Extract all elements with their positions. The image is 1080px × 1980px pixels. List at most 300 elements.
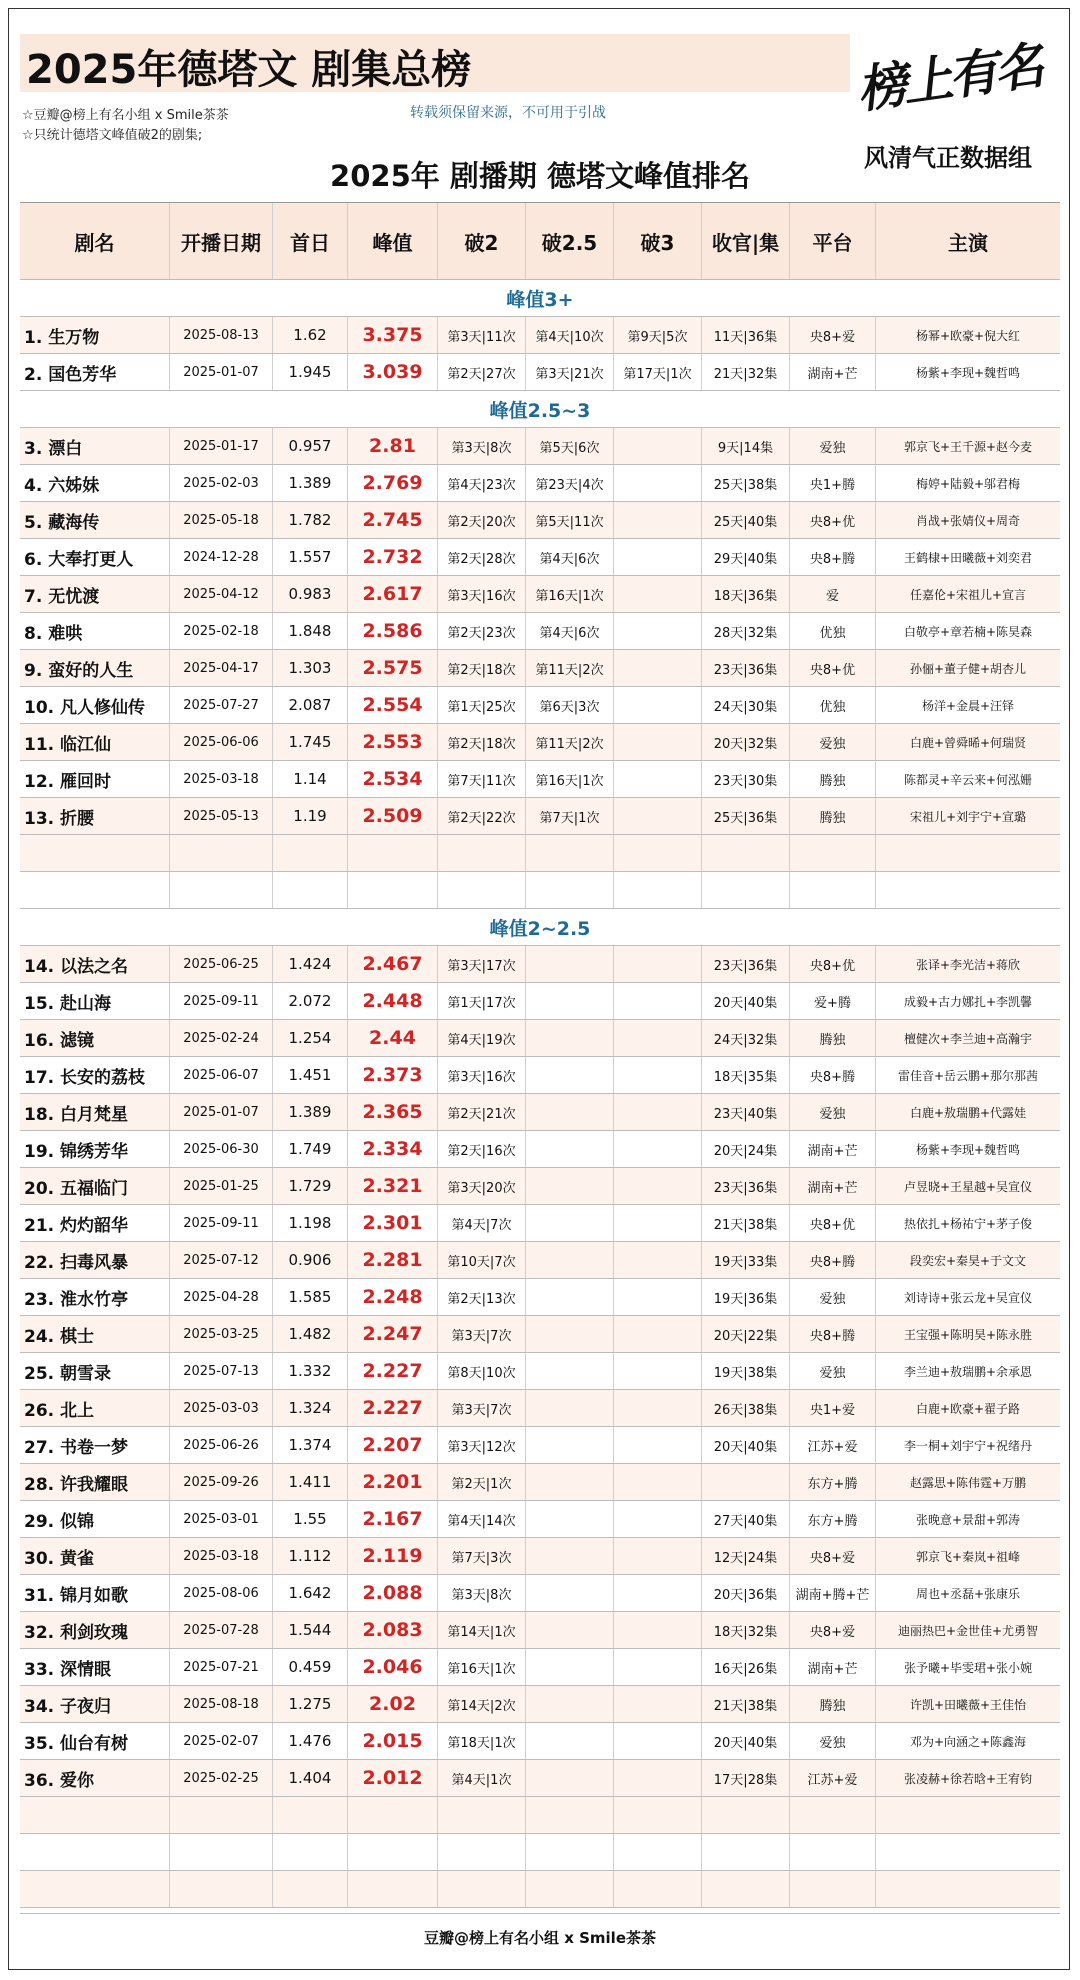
platform-cell: 央1+爱 <box>790 1390 876 1426</box>
peak-value: 2.617 <box>348 576 438 612</box>
first-day-value: 1.729 <box>273 1168 348 1204</box>
drama-name: 6. 大奉打更人 <box>20 539 170 575</box>
cast-cell: 周也+丞磊+张康乐 <box>915 1586 1021 1601</box>
empty-cell <box>170 1797 273 1833</box>
break-3-cell <box>614 465 702 501</box>
finale-cell: 23天|36集 <box>702 946 790 982</box>
first-day-value: 1.254 <box>273 1020 348 1056</box>
break-2-5-cell <box>526 1057 614 1093</box>
cast-cell: 白鹿+曾舜晞+何瑞贤 <box>909 735 1027 750</box>
air-date: 2025-02-07 <box>170 1723 273 1759</box>
finale-cell: 11天|36集 <box>702 317 790 353</box>
first-day-value: 1.19 <box>273 798 348 834</box>
break-3-cell <box>614 576 702 612</box>
cast-cell: 王鹤棣+田曦薇+刘奕君 <box>903 550 1033 565</box>
finale-cell: 21天|38集 <box>702 1686 790 1722</box>
peak-value: 2.769 <box>348 465 438 501</box>
break-3-cell <box>614 1094 702 1130</box>
break-2-cell: 第2天|1次 <box>438 1464 526 1500</box>
first-day-value: 1.389 <box>273 465 348 501</box>
empty-cell <box>614 872 702 908</box>
break-2-cell: 第16天|1次 <box>438 1649 526 1685</box>
peak-value: 2.44 <box>348 1020 438 1056</box>
drama-name: 18. 白月梵星 <box>20 1094 170 1130</box>
col-header-break-2-5: 破2.5 <box>526 203 614 279</box>
finale-cell: 23天|40集 <box>702 1094 790 1130</box>
finale-cell: 28天|32集 <box>702 613 790 649</box>
section-header: 峰值3+ <box>20 280 1060 317</box>
finale-cell: 27天|40集 <box>702 1501 790 1537</box>
break-2-cell: 第3天|7次 <box>438 1316 526 1352</box>
peak-value: 2.281 <box>348 1242 438 1278</box>
empty-cell <box>614 1797 702 1833</box>
break-2-cell: 第2天|21次 <box>438 1094 526 1130</box>
platform-cell: 央8+腾 <box>790 539 876 575</box>
peak-value: 2.509 <box>348 798 438 834</box>
empty-cell <box>702 835 790 871</box>
platform-cell: 爱独 <box>790 724 876 760</box>
cast-cell: 卢昱晓+王星越+吴宣仪 <box>903 1179 1033 1194</box>
break-2-5-cell <box>526 1353 614 1389</box>
first-day-value: 1.275 <box>273 1686 348 1722</box>
first-day-value: 1.55 <box>273 1501 348 1537</box>
table-row <box>20 798 1060 835</box>
platform-cell: 湖南+腾+芒 <box>790 1575 876 1611</box>
empty-cell <box>348 1871 438 1907</box>
break-2-cell: 第2天|23次 <box>438 613 526 649</box>
peak-value: 2.247 <box>348 1316 438 1352</box>
break-2-5-cell <box>526 1427 614 1463</box>
table-row <box>20 354 1060 391</box>
break-2-5-cell <box>526 1649 614 1685</box>
drama-name: 11. 临江仙 <box>20 724 170 760</box>
air-date: 2025-02-18 <box>170 613 273 649</box>
first-day-value: 1.303 <box>273 650 348 686</box>
drama-name: 31. 锦月如歌 <box>20 1575 170 1611</box>
cast-cell: 檀健次+李兰迪+高瀚宇 <box>903 1031 1033 1046</box>
platform-cell: 央1+腾 <box>790 465 876 501</box>
peak-value: 2.119 <box>348 1538 438 1574</box>
break-3-cell <box>614 1390 702 1426</box>
first-day-value: 1.14 <box>273 761 348 797</box>
drama-name: 35. 仙台有树 <box>20 1723 170 1759</box>
air-date: 2025-07-21 <box>170 1649 273 1685</box>
air-date: 2025-04-17 <box>170 650 273 686</box>
finale-cell: 23天|36集 <box>702 650 790 686</box>
break-3-cell <box>614 1501 702 1537</box>
peak-value: 2.553 <box>348 724 438 760</box>
drama-name: 17. 长安的荔枝 <box>20 1057 170 1093</box>
break-2-cell: 第3天|17次 <box>438 946 526 982</box>
break-3-cell <box>614 1242 702 1278</box>
finale-cell: 20天|24集 <box>702 1131 790 1167</box>
empty-cell <box>273 1797 348 1833</box>
break-2-cell: 第4天|7次 <box>438 1205 526 1241</box>
air-date: 2025-03-01 <box>170 1501 273 1537</box>
break-2-cell: 第2天|20次 <box>438 502 526 538</box>
platform-cell: 腾独 <box>790 798 876 834</box>
platform-cell: 腾独 <box>790 1020 876 1056</box>
empty-row <box>20 1871 1060 1908</box>
finale-cell: 19天|36集 <box>702 1279 790 1315</box>
drama-name: 15. 赴山海 <box>20 983 170 1019</box>
empty-cell <box>273 1834 348 1870</box>
col-header-break-3: 破3 <box>614 203 702 279</box>
table-row <box>20 317 1060 354</box>
air-date: 2025-07-12 <box>170 1242 273 1278</box>
finale-cell: 17天|28集 <box>702 1760 790 1796</box>
drama-name: 7. 无忧渡 <box>20 576 170 612</box>
peak-value: 2.467 <box>348 946 438 982</box>
break-3-cell <box>614 983 702 1019</box>
break-2-5-cell: 第16天|1次 <box>526 761 614 797</box>
first-day-value: 1.411 <box>273 1464 348 1500</box>
cast-cell: 郭京飞+秦岚+祖峰 <box>915 1549 1021 1564</box>
platform-cell: 东方+腾 <box>790 1501 876 1537</box>
cast-cell: 王宝强+陈明昊+陈永胜 <box>903 1327 1033 1342</box>
platform-cell: 湖南+芒 <box>790 1131 876 1167</box>
drama-name: 30. 黄雀 <box>20 1538 170 1574</box>
drama-name: 33. 深情眼 <box>20 1649 170 1685</box>
empty-cell <box>170 835 273 871</box>
note-line: ☆只统计德塔文峰值破2的剧集; <box>22 128 203 143</box>
platform-cell: 爱独 <box>790 428 876 464</box>
table-header-row <box>20 202 1060 280</box>
drama-name: 16. 滤镜 <box>20 1020 170 1056</box>
drama-name: 9. 蛮好的人生 <box>20 650 170 686</box>
finale-cell: 24天|30集 <box>702 687 790 723</box>
platform-cell: 爱独 <box>790 1094 876 1130</box>
air-date: 2025-02-03 <box>170 465 273 501</box>
table-row <box>20 1760 1060 1797</box>
drama-name: 1. 生万物 <box>20 317 170 353</box>
air-date: 2025-01-17 <box>170 428 273 464</box>
break-2-cell: 第3天|16次 <box>438 1057 526 1093</box>
break-2-5-cell: 第3天|21次 <box>526 354 614 390</box>
air-date: 2025-08-18 <box>170 1686 273 1722</box>
air-date: 2025-09-26 <box>170 1464 273 1500</box>
finale-cell: 20天|32集 <box>702 724 790 760</box>
finale-cell: 18天|36集 <box>702 576 790 612</box>
break-2-cell: 第2天|18次 <box>438 650 526 686</box>
platform-cell: 央8+腾 <box>790 1057 876 1093</box>
finale-cell: 23天|36集 <box>702 1168 790 1204</box>
break-2-5-cell: 第23天|4次 <box>526 465 614 501</box>
break-2-5-cell <box>526 1094 614 1130</box>
air-date: 2025-09-11 <box>170 1205 273 1241</box>
break-2-5-cell <box>526 1501 614 1537</box>
break-2-cell: 第4天|1次 <box>438 1760 526 1796</box>
break-2-5-cell: 第4天|6次 <box>526 613 614 649</box>
break-3-cell <box>614 1168 702 1204</box>
section-header: 峰值2~2.5 <box>20 909 1060 946</box>
first-day-value: 1.848 <box>273 613 348 649</box>
break-2-5-cell: 第6天|3次 <box>526 687 614 723</box>
break-2-cell: 第14天|2次 <box>438 1686 526 1722</box>
finale-cell: 20天|22集 <box>702 1316 790 1352</box>
peak-value: 2.732 <box>348 539 438 575</box>
break-3-cell: 第9天|5次 <box>614 317 702 353</box>
break-2-5-cell: 第16天|1次 <box>526 576 614 612</box>
platform-cell: 东方+腾 <box>790 1464 876 1500</box>
break-3-cell <box>614 1279 702 1315</box>
empty-cell <box>438 1797 526 1833</box>
platform-cell: 央8+优 <box>790 1205 876 1241</box>
cast-cell: 白鹿+欧豪+翟子路 <box>915 1401 1021 1416</box>
drama-name: 13. 折腰 <box>20 798 170 834</box>
peak-value: 2.207 <box>348 1427 438 1463</box>
table-row <box>20 1316 1060 1353</box>
table-row <box>20 1279 1060 1316</box>
first-day-value: 0.983 <box>273 576 348 612</box>
finale-cell: 29天|40集 <box>702 539 790 575</box>
drama-name: 12. 雁回时 <box>20 761 170 797</box>
first-day-value: 1.642 <box>273 1575 348 1611</box>
break-2-cell: 第4天|14次 <box>438 1501 526 1537</box>
air-date: 2025-06-30 <box>170 1131 273 1167</box>
cast-cell: 白敬亭+章若楠+陈昊森 <box>903 624 1033 639</box>
air-date: 2025-04-12 <box>170 576 273 612</box>
break-2-5-cell: 第5天|11次 <box>526 502 614 538</box>
break-3-cell <box>614 946 702 982</box>
first-day-value: 1.544 <box>273 1612 348 1648</box>
finale-cell: 12天|24集 <box>702 1538 790 1574</box>
air-date: 2025-03-18 <box>170 761 273 797</box>
col-header-break-2: 破2 <box>438 203 526 279</box>
break-2-5-cell <box>526 1316 614 1352</box>
first-day-value: 1.745 <box>273 724 348 760</box>
drama-name: 23. 淮水竹亭 <box>20 1279 170 1315</box>
logo-subtitle: 风清气正数据组 <box>864 143 1032 172</box>
peak-value: 2.02 <box>348 1686 438 1722</box>
table-row <box>20 1242 1060 1279</box>
break-3-cell <box>614 1612 702 1648</box>
break-2-cell: 第2天|16次 <box>438 1131 526 1167</box>
cast-cell: 李兰迪+敖瑞鹏+余承恩 <box>903 1364 1033 1379</box>
empty-cell <box>702 1797 790 1833</box>
finale-cell: 25天|38集 <box>702 465 790 501</box>
empty-cell <box>348 1834 438 1870</box>
air-date: 2025-05-18 <box>170 502 273 538</box>
table-row <box>20 650 1060 687</box>
drama-name: 5. 藏海传 <box>20 502 170 538</box>
cast-cell: 李一桐+刘宇宁+祝绪丹 <box>903 1438 1033 1453</box>
table-row <box>20 1723 1060 1760</box>
empty-cell <box>526 835 614 871</box>
break-2-5-cell <box>526 1205 614 1241</box>
break-2-5-cell <box>526 1686 614 1722</box>
finale-cell: 25天|40集 <box>702 502 790 538</box>
break-2-cell: 第3天|7次 <box>438 1390 526 1426</box>
col-header-cast: 主演 <box>948 230 988 255</box>
cast-cell: 热依扎+杨祐宁+茅子俊 <box>903 1216 1033 1231</box>
break-2-5-cell <box>526 946 614 982</box>
table-row <box>20 983 1060 1020</box>
peak-value: 2.248 <box>348 1279 438 1315</box>
peak-value: 3.039 <box>348 354 438 390</box>
empty-cell <box>438 872 526 908</box>
air-date: 2025-09-11 <box>170 983 273 1019</box>
drama-name: 2. 国色芳华 <box>20 354 170 390</box>
col-header-platform: 平台 <box>790 203 876 279</box>
peak-value: 2.586 <box>348 613 438 649</box>
first-day-value: 1.404 <box>273 1760 348 1796</box>
drama-name: 22. 扫毒风暴 <box>20 1242 170 1278</box>
cast-cell: 邓为+向涵之+陈鑫海 <box>909 1734 1027 1749</box>
peak-value: 2.321 <box>348 1168 438 1204</box>
break-3-cell <box>614 428 702 464</box>
break-3-cell <box>614 1649 702 1685</box>
air-date: 2025-07-28 <box>170 1612 273 1648</box>
first-day-value: 1.482 <box>273 1316 348 1352</box>
air-date: 2025-06-25 <box>170 946 273 982</box>
table-row <box>20 1168 1060 1205</box>
cast-cell: 梅婷+陆毅+邬君梅 <box>915 476 1021 491</box>
finale-cell: 19天|38集 <box>702 1353 790 1389</box>
table-row <box>20 1094 1060 1131</box>
break-2-5-cell <box>526 1279 614 1315</box>
finale-cell: 20天|36集 <box>702 1575 790 1611</box>
platform-cell: 央8+腾 <box>790 1242 876 1278</box>
finale-cell: 20天|40集 <box>702 983 790 1019</box>
peak-value: 2.012 <box>348 1760 438 1796</box>
peak-value: 2.554 <box>348 687 438 723</box>
table-row <box>20 465 1060 502</box>
drama-name: 4. 六姊妹 <box>20 465 170 501</box>
ranking-subtitle: 2025年 剧播期 德塔文峰值排名 <box>330 159 750 193</box>
break-3-cell <box>614 1353 702 1389</box>
first-day-value: 0.957 <box>273 428 348 464</box>
empty-cell <box>20 1797 170 1833</box>
break-2-cell: 第18天|1次 <box>438 1723 526 1759</box>
peak-value: 2.088 <box>348 1575 438 1611</box>
drama-name: 28. 许我耀眼 <box>20 1464 170 1500</box>
air-date: 2025-07-27 <box>170 687 273 723</box>
empty-cell <box>876 835 1060 871</box>
empty-cell <box>790 1871 876 1907</box>
empty-cell <box>876 1834 1060 1870</box>
table-row <box>20 613 1060 650</box>
logo-calligraphy: 榜上有名 <box>853 35 1044 120</box>
table-row <box>20 502 1060 539</box>
empty-cell <box>273 835 348 871</box>
air-date: 2025-06-07 <box>170 1057 273 1093</box>
empty-cell <box>876 872 1060 908</box>
break-2-5-cell: 第11天|2次 <box>526 650 614 686</box>
break-3-cell <box>614 1316 702 1352</box>
cast-cell: 孙俪+董子健+胡杏儿 <box>909 661 1027 676</box>
first-day-value: 1.332 <box>273 1353 348 1389</box>
finale-cell <box>702 1464 790 1500</box>
empty-cell <box>348 872 438 908</box>
break-2-5-cell <box>526 1760 614 1796</box>
cast-cell: 成毅+古力娜扎+李凯馨 <box>903 994 1033 1009</box>
break-2-cell: 第4天|19次 <box>438 1020 526 1056</box>
empty-row <box>20 1834 1060 1871</box>
drama-name: 3. 漂白 <box>20 428 170 464</box>
break-2-cell: 第7天|3次 <box>438 1538 526 1574</box>
drama-name: 29. 似锦 <box>20 1501 170 1537</box>
drama-name: 32. 利剑玫瑰 <box>20 1612 170 1648</box>
break-2-cell: 第2天|28次 <box>438 539 526 575</box>
platform-cell: 央8+优 <box>790 946 876 982</box>
peak-value: 2.201 <box>348 1464 438 1500</box>
peak-value: 2.334 <box>348 1131 438 1167</box>
platform-cell: 央8+腾 <box>790 1316 876 1352</box>
break-3-cell <box>614 1020 702 1056</box>
first-day-value: 1.749 <box>273 1131 348 1167</box>
empty-cell <box>876 1797 1060 1833</box>
first-day-value: 2.072 <box>273 983 348 1019</box>
break-3-cell <box>614 1464 702 1500</box>
table-row <box>20 576 1060 613</box>
peak-value: 2.046 <box>348 1649 438 1685</box>
platform-cell: 爱+腾 <box>790 983 876 1019</box>
platform-cell: 央8+优 <box>790 650 876 686</box>
cast-cell: 杨洋+金晨+汪铎 <box>921 698 1015 713</box>
break-2-5-cell: 第4天|10次 <box>526 317 614 353</box>
empty-cell <box>438 1834 526 1870</box>
empty-cell <box>438 1871 526 1907</box>
first-day-value: 1.62 <box>273 317 348 353</box>
first-day-value: 1.476 <box>273 1723 348 1759</box>
cast-cell: 段奕宏+秦昊+于文文 <box>909 1253 1027 1268</box>
break-3-cell <box>614 1057 702 1093</box>
air-date: 2025-08-13 <box>170 317 273 353</box>
break-3-cell <box>614 650 702 686</box>
empty-cell <box>790 835 876 871</box>
peak-value: 2.015 <box>348 1723 438 1759</box>
air-date: 2025-02-24 <box>170 1020 273 1056</box>
first-day-value: 1.782 <box>273 502 348 538</box>
break-2-cell: 第10天|7次 <box>438 1242 526 1278</box>
air-date: 2025-01-07 <box>170 354 273 390</box>
break-3-cell <box>614 1575 702 1611</box>
air-date: 2025-05-13 <box>170 798 273 834</box>
table-row <box>20 1538 1060 1575</box>
col-header-finale: 收官|集 <box>702 203 790 279</box>
table-row <box>20 946 1060 983</box>
drama-name: 36. 爱你 <box>20 1760 170 1796</box>
empty-row <box>20 835 1060 872</box>
cast-cell: 刘诗诗+张云龙+吴宣仪 <box>903 1290 1033 1305</box>
finale-cell: 23天|30集 <box>702 761 790 797</box>
break-2-cell: 第2天|22次 <box>438 798 526 834</box>
cast-cell: 张译+李光洁+蒋欣 <box>915 957 1021 972</box>
drama-name: 10. 凡人修仙传 <box>20 687 170 723</box>
peak-value: 2.575 <box>348 650 438 686</box>
empty-cell <box>20 872 170 908</box>
empty-cell <box>614 1871 702 1907</box>
col-header-peak: 峰值 <box>348 203 438 279</box>
drama-name: 26. 北上 <box>20 1390 170 1426</box>
air-date: 2025-06-06 <box>170 724 273 760</box>
first-day-value: 1.198 <box>273 1205 348 1241</box>
col-header-name: 剧名 <box>20 203 170 279</box>
empty-cell <box>170 1871 273 1907</box>
finale-cell: 21天|32集 <box>702 354 790 390</box>
break-3-cell <box>614 1686 702 1722</box>
break-2-cell: 第2天|27次 <box>438 354 526 390</box>
peak-value: 2.167 <box>348 1501 438 1537</box>
empty-cell <box>702 872 790 908</box>
platform-cell: 爱独 <box>790 1353 876 1389</box>
drama-name: 8. 难哄 <box>20 613 170 649</box>
air-date: 2025-04-28 <box>170 1279 273 1315</box>
table-row <box>20 1427 1060 1464</box>
platform-cell: 央8+爱 <box>790 1612 876 1648</box>
break-3-cell <box>614 1760 702 1796</box>
